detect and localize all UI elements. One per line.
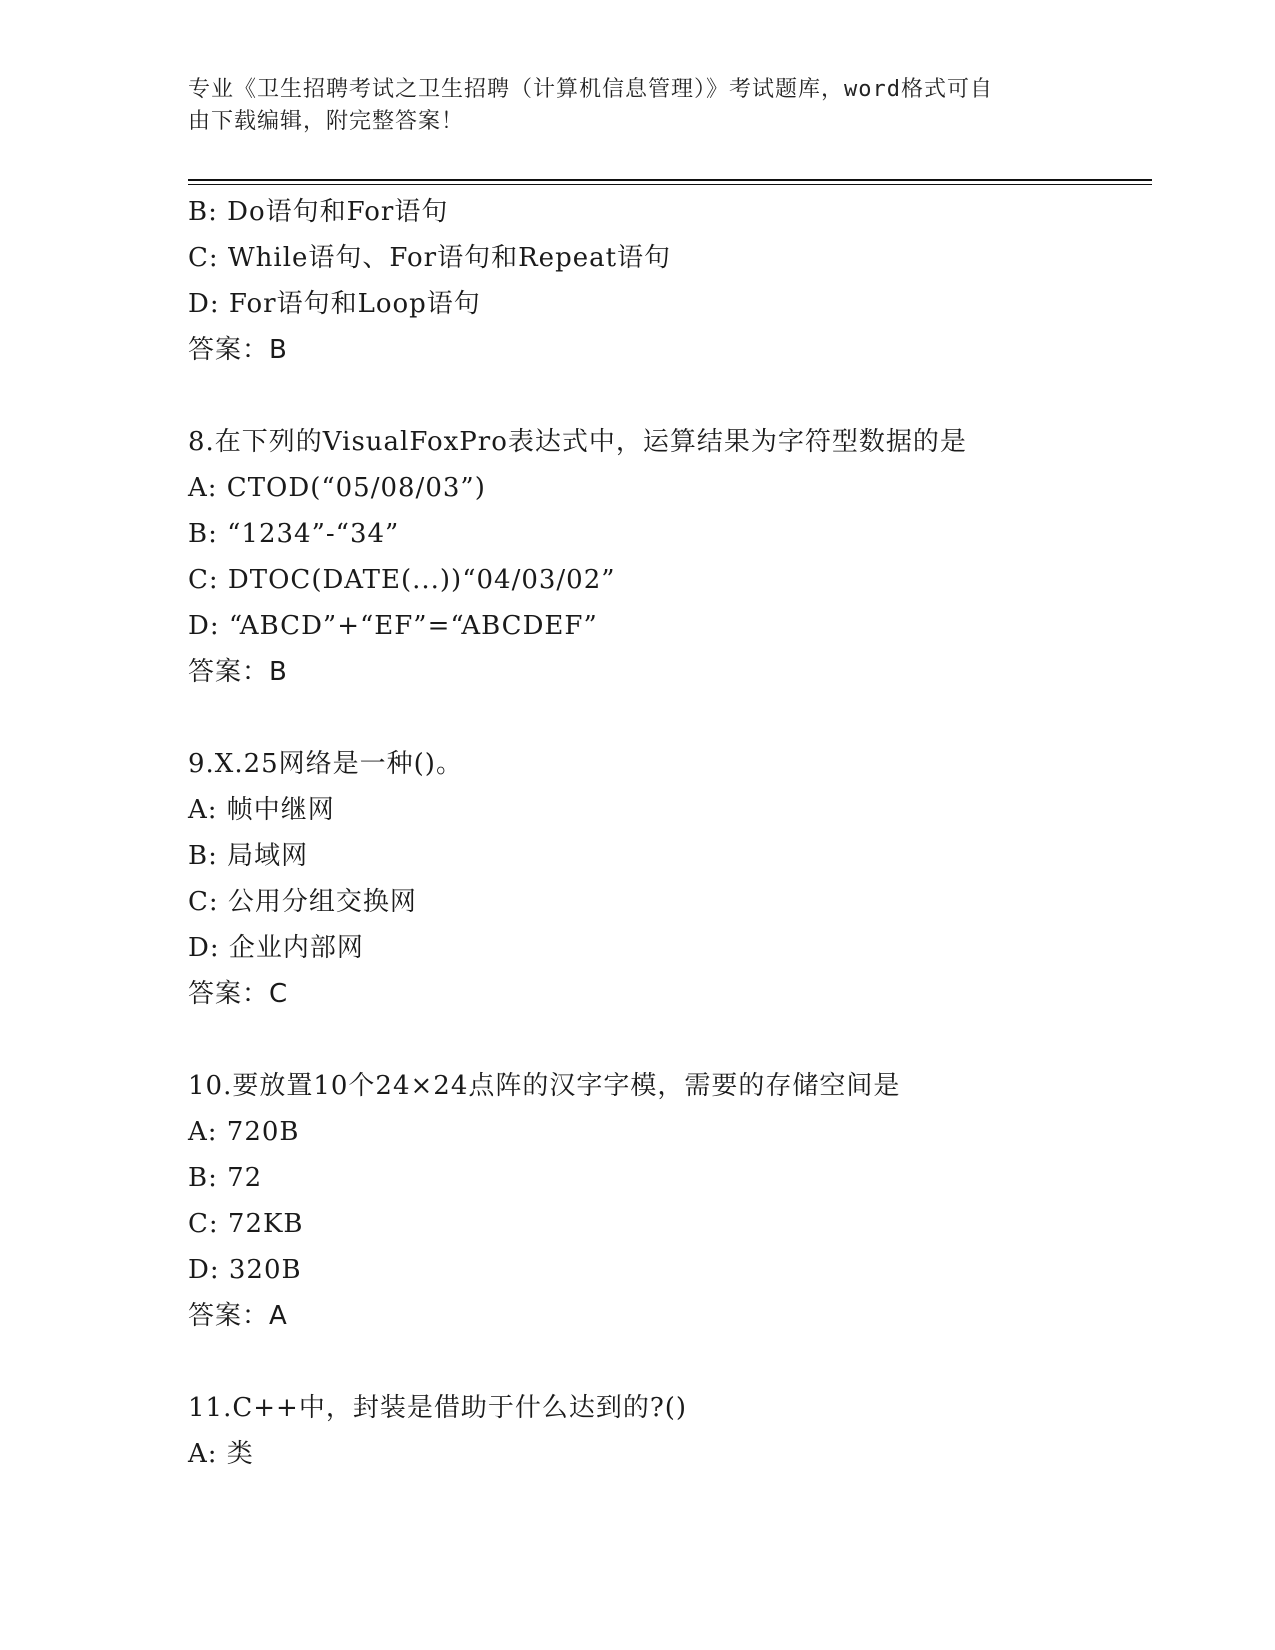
question-10-option-c: C: 72KB (188, 1209, 304, 1239)
question-10 (188, 1063, 1152, 1339)
question-spacer (188, 1339, 1152, 1385)
question-8-option-d: D: “ABCD”+“EF”=“ABCDEF” (188, 611, 598, 641)
question-9-answer: 答案：C (188, 979, 289, 1009)
question-8-option-a: A: CTOD(“05/08/03”) (188, 473, 486, 503)
question-7-option-d: D: For语句和Loop语句 (188, 289, 481, 319)
question-9-option-b: B: 局域网 (188, 841, 309, 871)
question-list (188, 189, 1152, 1477)
question-9 (188, 741, 1152, 1017)
question-11-option-a: A: 类 (188, 1439, 254, 1469)
question-spacer (188, 695, 1152, 741)
question-spacer (188, 373, 1152, 419)
question-11 (188, 1385, 1152, 1477)
question-10-option-a: A: 720B (188, 1117, 300, 1147)
header-divider-thick (188, 179, 1152, 181)
document-header (188, 74, 1068, 138)
question-8-option-b: B: “1234”-“34” (188, 519, 400, 549)
question-9-option-a: A: 帧中继网 (188, 795, 335, 825)
question-8-text: 8.在下列的VisualFoxPro表达式中，运算结果为字符型数据的是 (188, 427, 967, 457)
header-line-1: 专业《卫生招聘考试之卫生招聘（计算机信息管理）》考试题库，word格式可自 (188, 77, 993, 102)
question-10-answer: 答案：A (188, 1301, 288, 1331)
question-10-text: 10.要放置10个24×24点阵的汉字字模，需要的存储空间是 (188, 1071, 901, 1101)
question-10-option-d: D: 320B (188, 1255, 302, 1285)
question-11-text: 11.C++中，封装是借助于什么达到的?() (188, 1393, 688, 1423)
question-spacer (188, 1017, 1152, 1063)
header-line-2: 由下载编辑，附完整答案！ (188, 109, 465, 134)
question-9-option-c: C: 公用分组交换网 (188, 887, 417, 917)
question-8-answer: 答案：B (188, 657, 288, 687)
question-7 (188, 189, 1152, 373)
question-7-option-b: B: Do语句和For语句 (188, 197, 449, 227)
header-divider-thin (188, 184, 1152, 185)
question-7-option-c: C: While语句、For语句和Repeat语句 (188, 243, 672, 273)
question-8-option-c: C: DTOC(DATE(...))“04/03/02” (188, 565, 616, 595)
question-8 (188, 419, 1152, 695)
question-9-text: 9.X.25网络是一种()。 (188, 749, 463, 779)
question-9-option-d: D: 企业内部网 (188, 933, 364, 963)
question-10-option-b: B: 72 (188, 1163, 263, 1193)
question-7-answer: 答案：B (188, 335, 288, 365)
